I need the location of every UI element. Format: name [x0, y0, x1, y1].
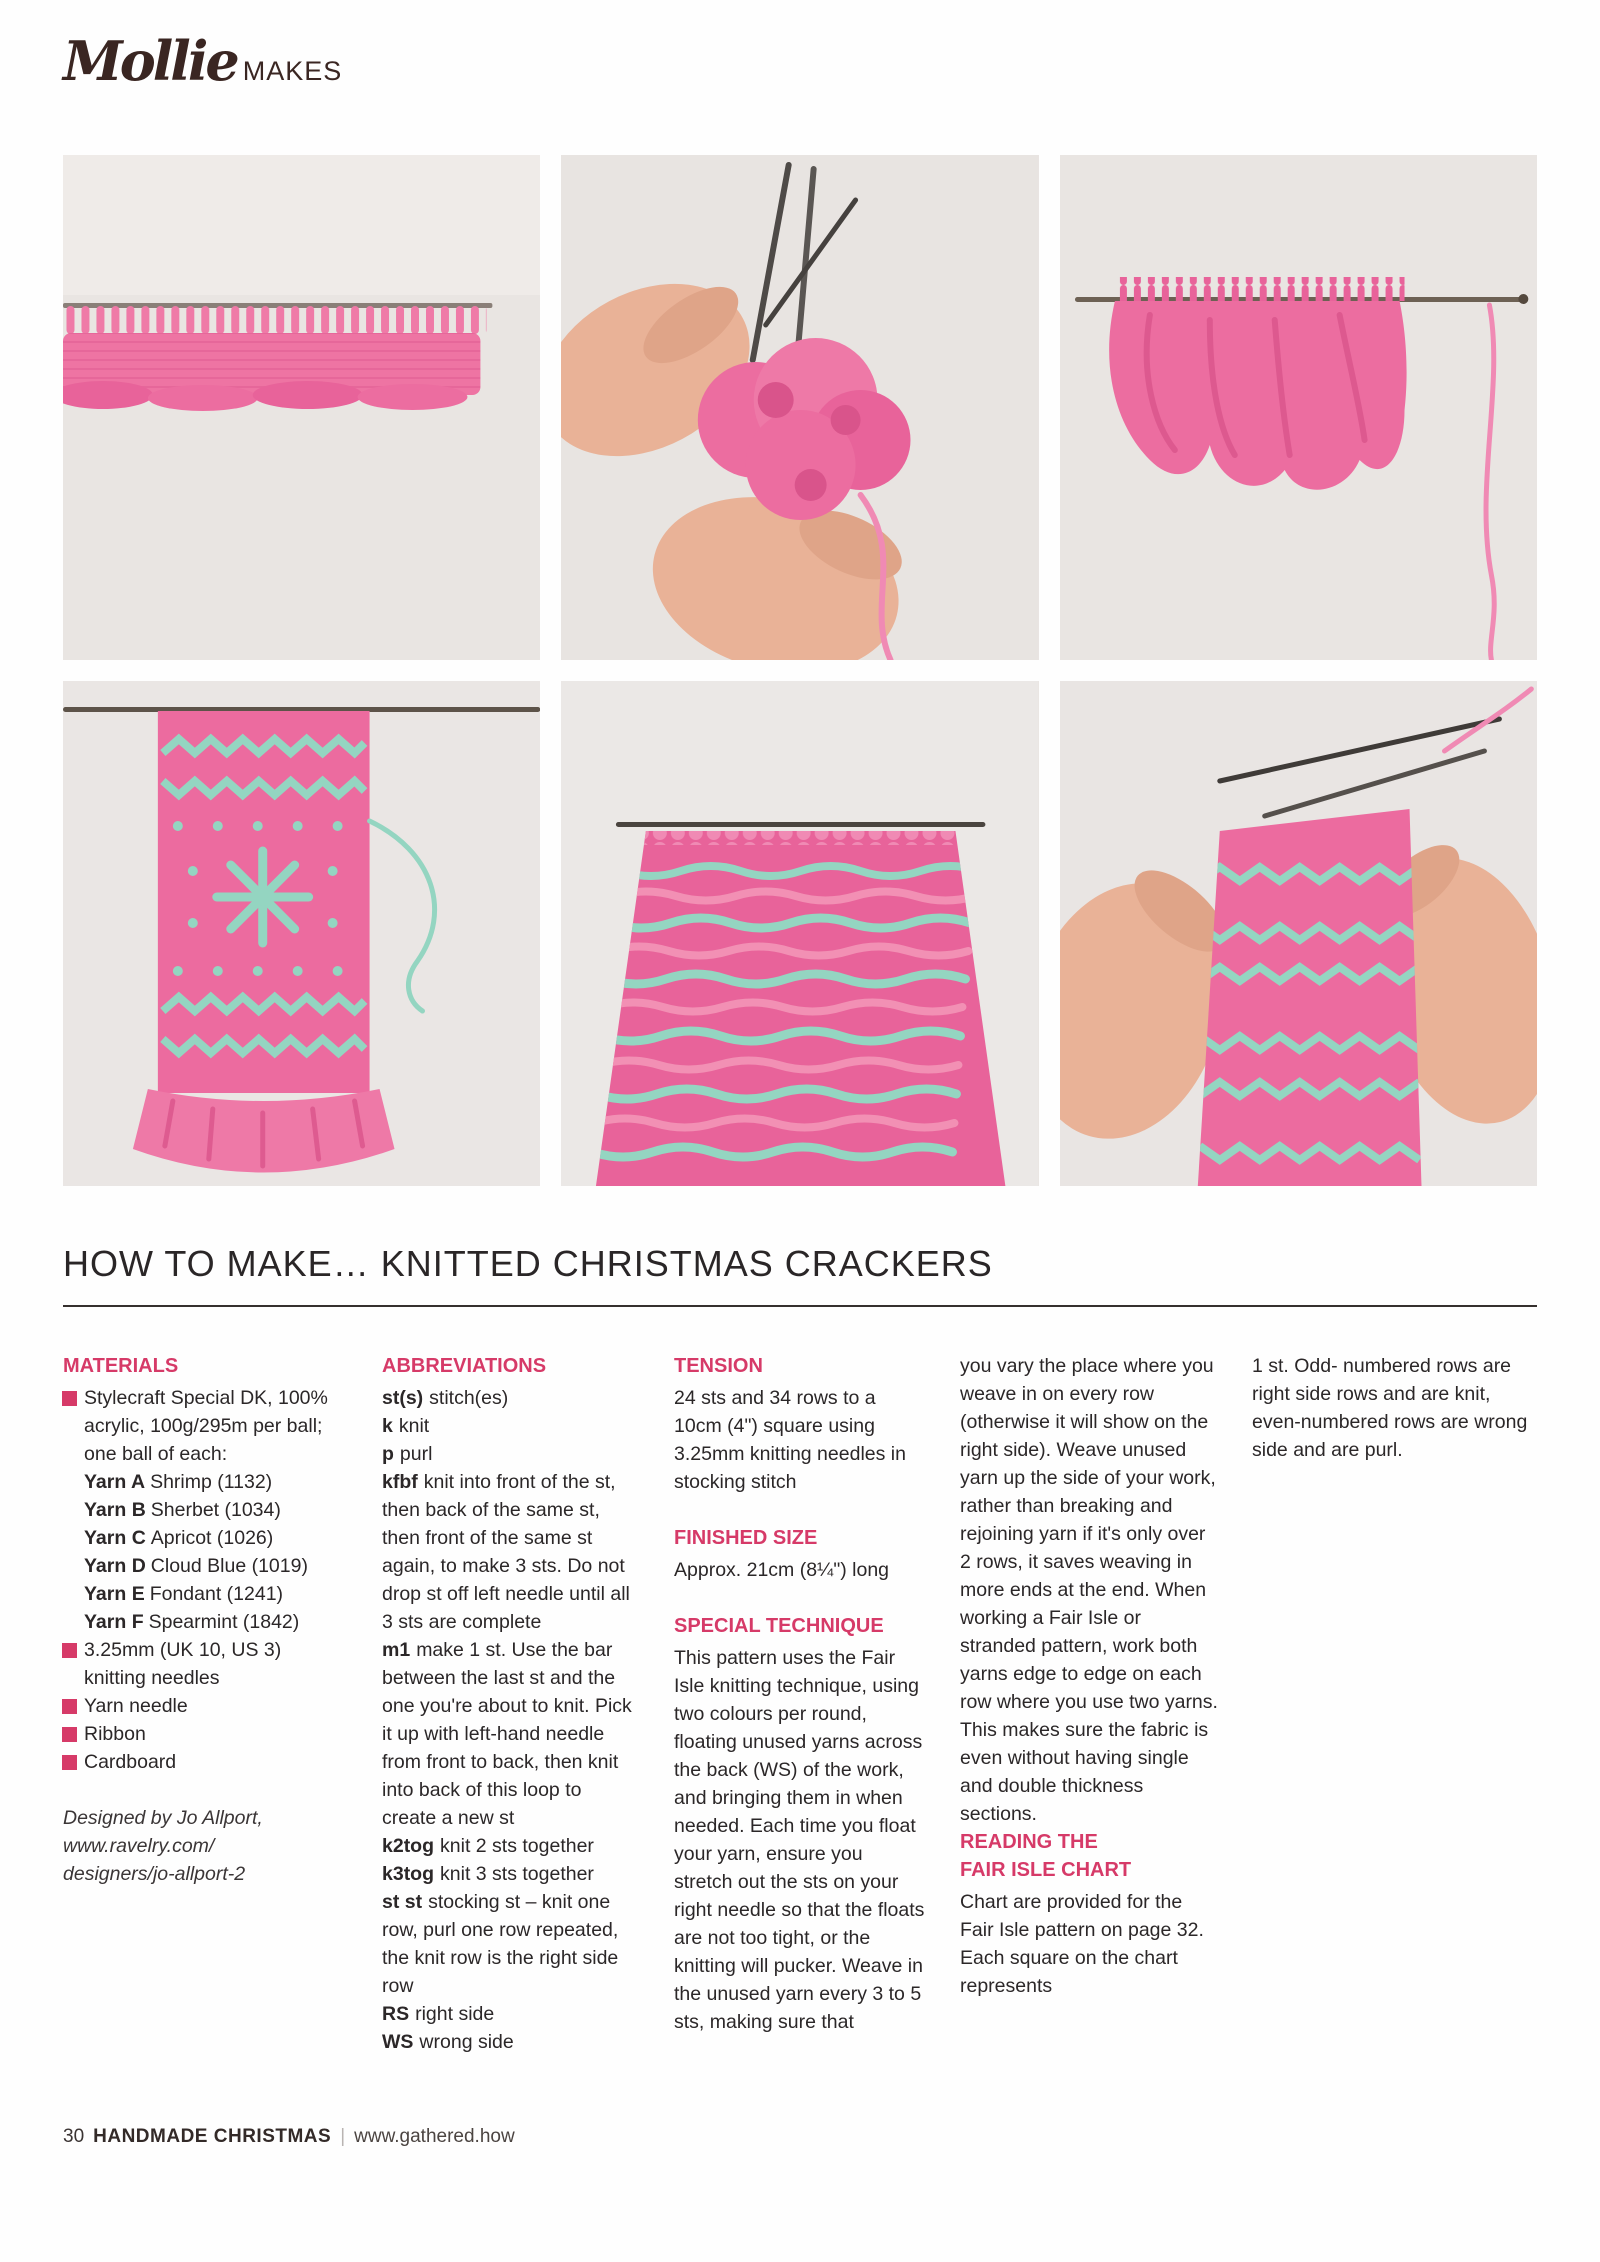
chart-continuation-body: 1 st. Odd- numbered rows are right side rows and are knit, even-numbered rows are wrong side and are purl. — [1252, 1355, 1528, 1461]
materials-item-ribbon: Ribbon — [63, 1720, 348, 1748]
abbr-m1: m1 make 1 st. Use the bar between the last st and the one you're about to knit. Pick it up with left-hand needle from front to back, then knit into back of this loop to create a new st — [382, 1639, 632, 1829]
pattern-info-columns — [63, 1352, 1537, 2056]
reading-chart-heading: READING THE FAIR ISLE CHART — [960, 1831, 1132, 1881]
yarn-b-line: Yarn B Sherbet (1034) — [84, 1499, 281, 1521]
abbr-k2tog: k2tog knit 2 sts together — [382, 1835, 594, 1857]
page-footer — [63, 2126, 515, 2148]
materials-item-yarn-needle: Yarn needle — [63, 1692, 348, 1720]
abbr-k3tog: k3tog knit 3 sts together — [382, 1863, 594, 1885]
abbr-p: p purl — [382, 1443, 433, 1465]
ruffle-on-needle-illustration — [1060, 155, 1537, 660]
abbr-rs: RS right side — [382, 2003, 495, 2025]
designer-credit — [63, 1804, 348, 1888]
floats-close-up-illustration — [561, 681, 1038, 1186]
credit-line-3: designers/jo-allport-2 — [63, 1863, 246, 1885]
footer-magazine-title: HANDMADE CHRISTMAS — [93, 2126, 332, 2147]
abbr-sts: st(s) stitch(es) — [382, 1387, 509, 1409]
special-technique-section — [674, 1612, 926, 2036]
abbr-k: k knit — [382, 1415, 430, 1437]
yarn-a-line: Yarn A Shrimp (1132) — [84, 1471, 273, 1493]
materials-heading: MATERIALS — [63, 1355, 179, 1377]
materials-item-cardboard: Cardboard — [63, 1748, 348, 1776]
abbr-kfbf: kfbf knit into front of the st, then back of the same st, then front of the same st again, to make 3 sts. Do not drop st off left needle until all 3 sts are complete — [382, 1471, 630, 1633]
logo-script-text: Mollie — [63, 29, 237, 93]
credit-line-2: www.ravelry.com/ — [63, 1835, 215, 1857]
yarn-e-line: Yarn E Fondant (1241) — [84, 1583, 284, 1605]
tension-body: 24 sts and 34 rows to a 10cm (4") square using 3.25mm knitting needles in stocking stitch — [674, 1387, 906, 1493]
yarn-c-line: Yarn C Apricot (1026) — [84, 1527, 274, 1549]
bullet-square-icon — [62, 1727, 77, 1742]
bullet-square-icon — [62, 1755, 77, 1770]
special-technique-body: This pattern uses the Fair Isle knitting technique, using two colours per round, floating unused yarns across the back (WS) of the work, and bringing them in when needed. Each time you float your yarn, ensure you stretch out the sts on your right needle so that the floats are not too tight, or the knitting will pucker. Weave in the unused yarn every 3 to 5 sts, making sure that — [674, 1647, 925, 2033]
footer-separator: | — [340, 2126, 346, 2147]
yarn-d-line: Yarn D Cloud Blue (1019) — [84, 1555, 308, 1577]
photo-hands-knitting-ruffle — [561, 155, 1038, 660]
bullet-square-icon — [62, 1643, 77, 1658]
bullet-square-icon — [62, 1699, 77, 1714]
heading-divider — [63, 1305, 1537, 1307]
finished-size-body: Approx. 21cm (8¼") long — [674, 1559, 890, 1581]
logo-suffix-text: MAKES — [242, 56, 343, 86]
photo-cast-on-edge — [63, 155, 540, 660]
tension-section — [674, 1352, 926, 1496]
reading-chart-section — [960, 1828, 1218, 2000]
abbr-st-st: st st stocking st – knit one row, purl one row repeated, the knit row is the right side row — [382, 1891, 619, 1997]
fair-isle-swatch-illustration — [63, 681, 540, 1186]
materials-yarn-text — [84, 1384, 348, 1636]
footer-url: www.gathered.how — [354, 2126, 515, 2147]
yarn-intro: Stylecraft Special DK, 100% acrylic, 100g/295m per ball; one ball of each: — [84, 1387, 328, 1465]
reading-chart-body: Chart are provided for the Fair Isle pattern on page 32. Each square on the chart represents — [960, 1891, 1204, 1997]
photo-hands-fair-isle — [1060, 681, 1537, 1186]
abbreviations-column — [382, 1352, 640, 2056]
materials-item-needles: 3.25mm (UK 10, US 3) knitting needles — [63, 1636, 348, 1692]
materials-column — [63, 1352, 348, 2056]
page-number: 30 — [63, 2126, 85, 2147]
page-title: HOW TO MAKE… KNITTED CHRISTMAS CRACKERS — [63, 1243, 993, 1284]
tension-heading: TENSION — [674, 1355, 763, 1377]
mollie-makes-logo — [63, 29, 343, 93]
how-to-section-header — [63, 1243, 1537, 1315]
tension-column — [674, 1352, 926, 2056]
cast-on-edge-illustration — [63, 155, 540, 660]
photo-wrong-side-floats — [561, 681, 1038, 1186]
hands-fair-isle-illustration — [1060, 681, 1537, 1186]
special-technique-heading: SPECIAL TECHNIQUE — [674, 1615, 884, 1637]
tutorial-photo-grid — [63, 155, 1537, 1186]
photo-fair-isle-swatch — [63, 681, 540, 1186]
photo-ruffle-on-needle — [1060, 155, 1537, 660]
finished-size-section — [674, 1524, 926, 1584]
abbr-ws: WS wrong side — [382, 2031, 514, 2053]
credit-line-1: Designed by Jo Allport, — [63, 1807, 263, 1829]
bullet-square-icon — [62, 1391, 77, 1406]
yarn-f-line: Yarn F Spearmint (1842) — [84, 1611, 300, 1633]
finished-size-heading: FINISHED SIZE — [674, 1527, 818, 1549]
materials-item-yarn — [63, 1384, 348, 1636]
chart-continuation-column — [1252, 1352, 1537, 2056]
hands-knitting-illustration — [561, 155, 1038, 660]
abbreviations-heading: ABBREVIATIONS — [382, 1355, 547, 1377]
technique-continuation-column — [960, 1352, 1218, 2056]
technique-continuation-body: you vary the place where you weave in on every row (otherwise it will show on the right side). Weave unused yarn up the side of your work, rather than breaking and rejoining yarn if it's only over 2 rows, it saves weaving in more ends at the end. When working a Fair Isle or stranded pattern, work both yarns edge to edge on each row where you use two yarns. This makes sure the fabric is even without having single and double thickness sections. — [960, 1355, 1218, 1825]
